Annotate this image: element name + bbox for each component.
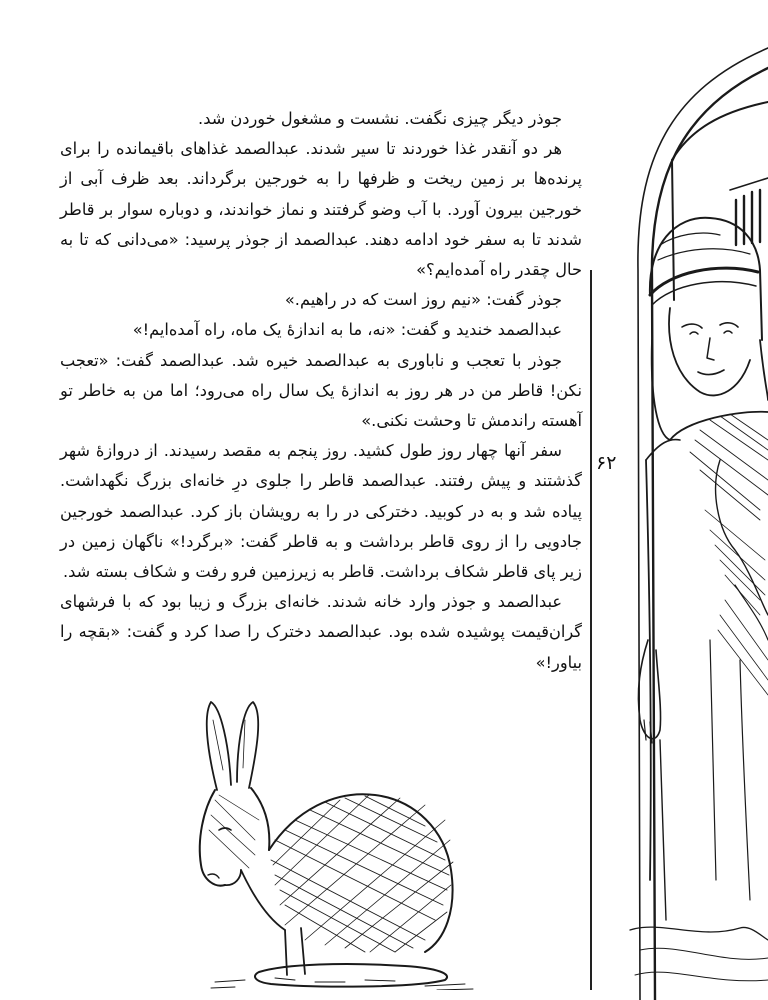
paragraph-6: سفر آنها چهار روز طول کشید. روز پنجم به مقصد رسیدند. از دروازهٔ شهر گذشتند و پیش رفتند. عبدالصمد قاطر را جلوی درِ خانه‌ای بزرگ نگهداشت. پیاده شد و به در کوبید. دخترکی در را به رویشان باز کرد. عبدالصمد خورجین جادویی را از روی قاطر برداشت و به قاطر گفت: «برگرد!» ناگهان زمین در زیر پای قاطر شکاف برداشت. قاطر به زیرزمین فرو رفت و شکاف بسته شد. [60, 441, 582, 582]
paragraph-4: عبدالصمد خندید و گفت: «نه، ما به اندازهٔ یک ماه، راه آمده‌ایم!» [132, 320, 562, 340]
column-divider [590, 270, 592, 990]
paragraph-5: جوذر با تعجب و ناباوری به عبدالصمد خیره شد. عبدالصمد گفت: «تعجب نکن! قاطر من در هر روز به اندازهٔ یک سال راه می‌رود؛ اما من به خاطر تو آهسته راندمش تا وحشت نکنی.» [60, 350, 582, 431]
mule-illustration [175, 690, 475, 990]
paragraph-3: جوذر گفت: «نیم روز است که در راهیم.» [284, 290, 562, 310]
paragraph-1: جوذر دیگر چیزی نگفت. نشست و مشغول خوردن شد. [198, 109, 562, 128]
doorway-girl-illustration [600, 40, 768, 1000]
paragraph-2: هر دو آنقدر غذا خوردند تا سیر شدند. عبدالصمد غذاهای باقیمانده را برای پرنده‌ها بر زمین ریخت و ظرفها را به خورجین برگرداند. بعد ظرف آبی از خورجین بیرون آورد. با آب وضو گرفتند و نماز خواندند، و دوباره سوار بر قاطر شدند تا به سفر خود ادامه دهند. عبدالصمد از جوذر پرسید: «می‌دانی که تا به حال چقدر راه آمده‌ایم؟» [60, 139, 582, 280]
page-number: ۶۲ [596, 452, 617, 474]
paragraph-7: عبدالصمد و جوذر وارد خانه شدند. خانه‌ای بزرگ و زیبا بود که با فرشهای گران‌قیمت پوشیده شده بود. عبدالصمد دخترک را صدا کرد و گفت: «بقچه را بیاور!» [60, 592, 582, 672]
story-text [60, 104, 582, 678]
